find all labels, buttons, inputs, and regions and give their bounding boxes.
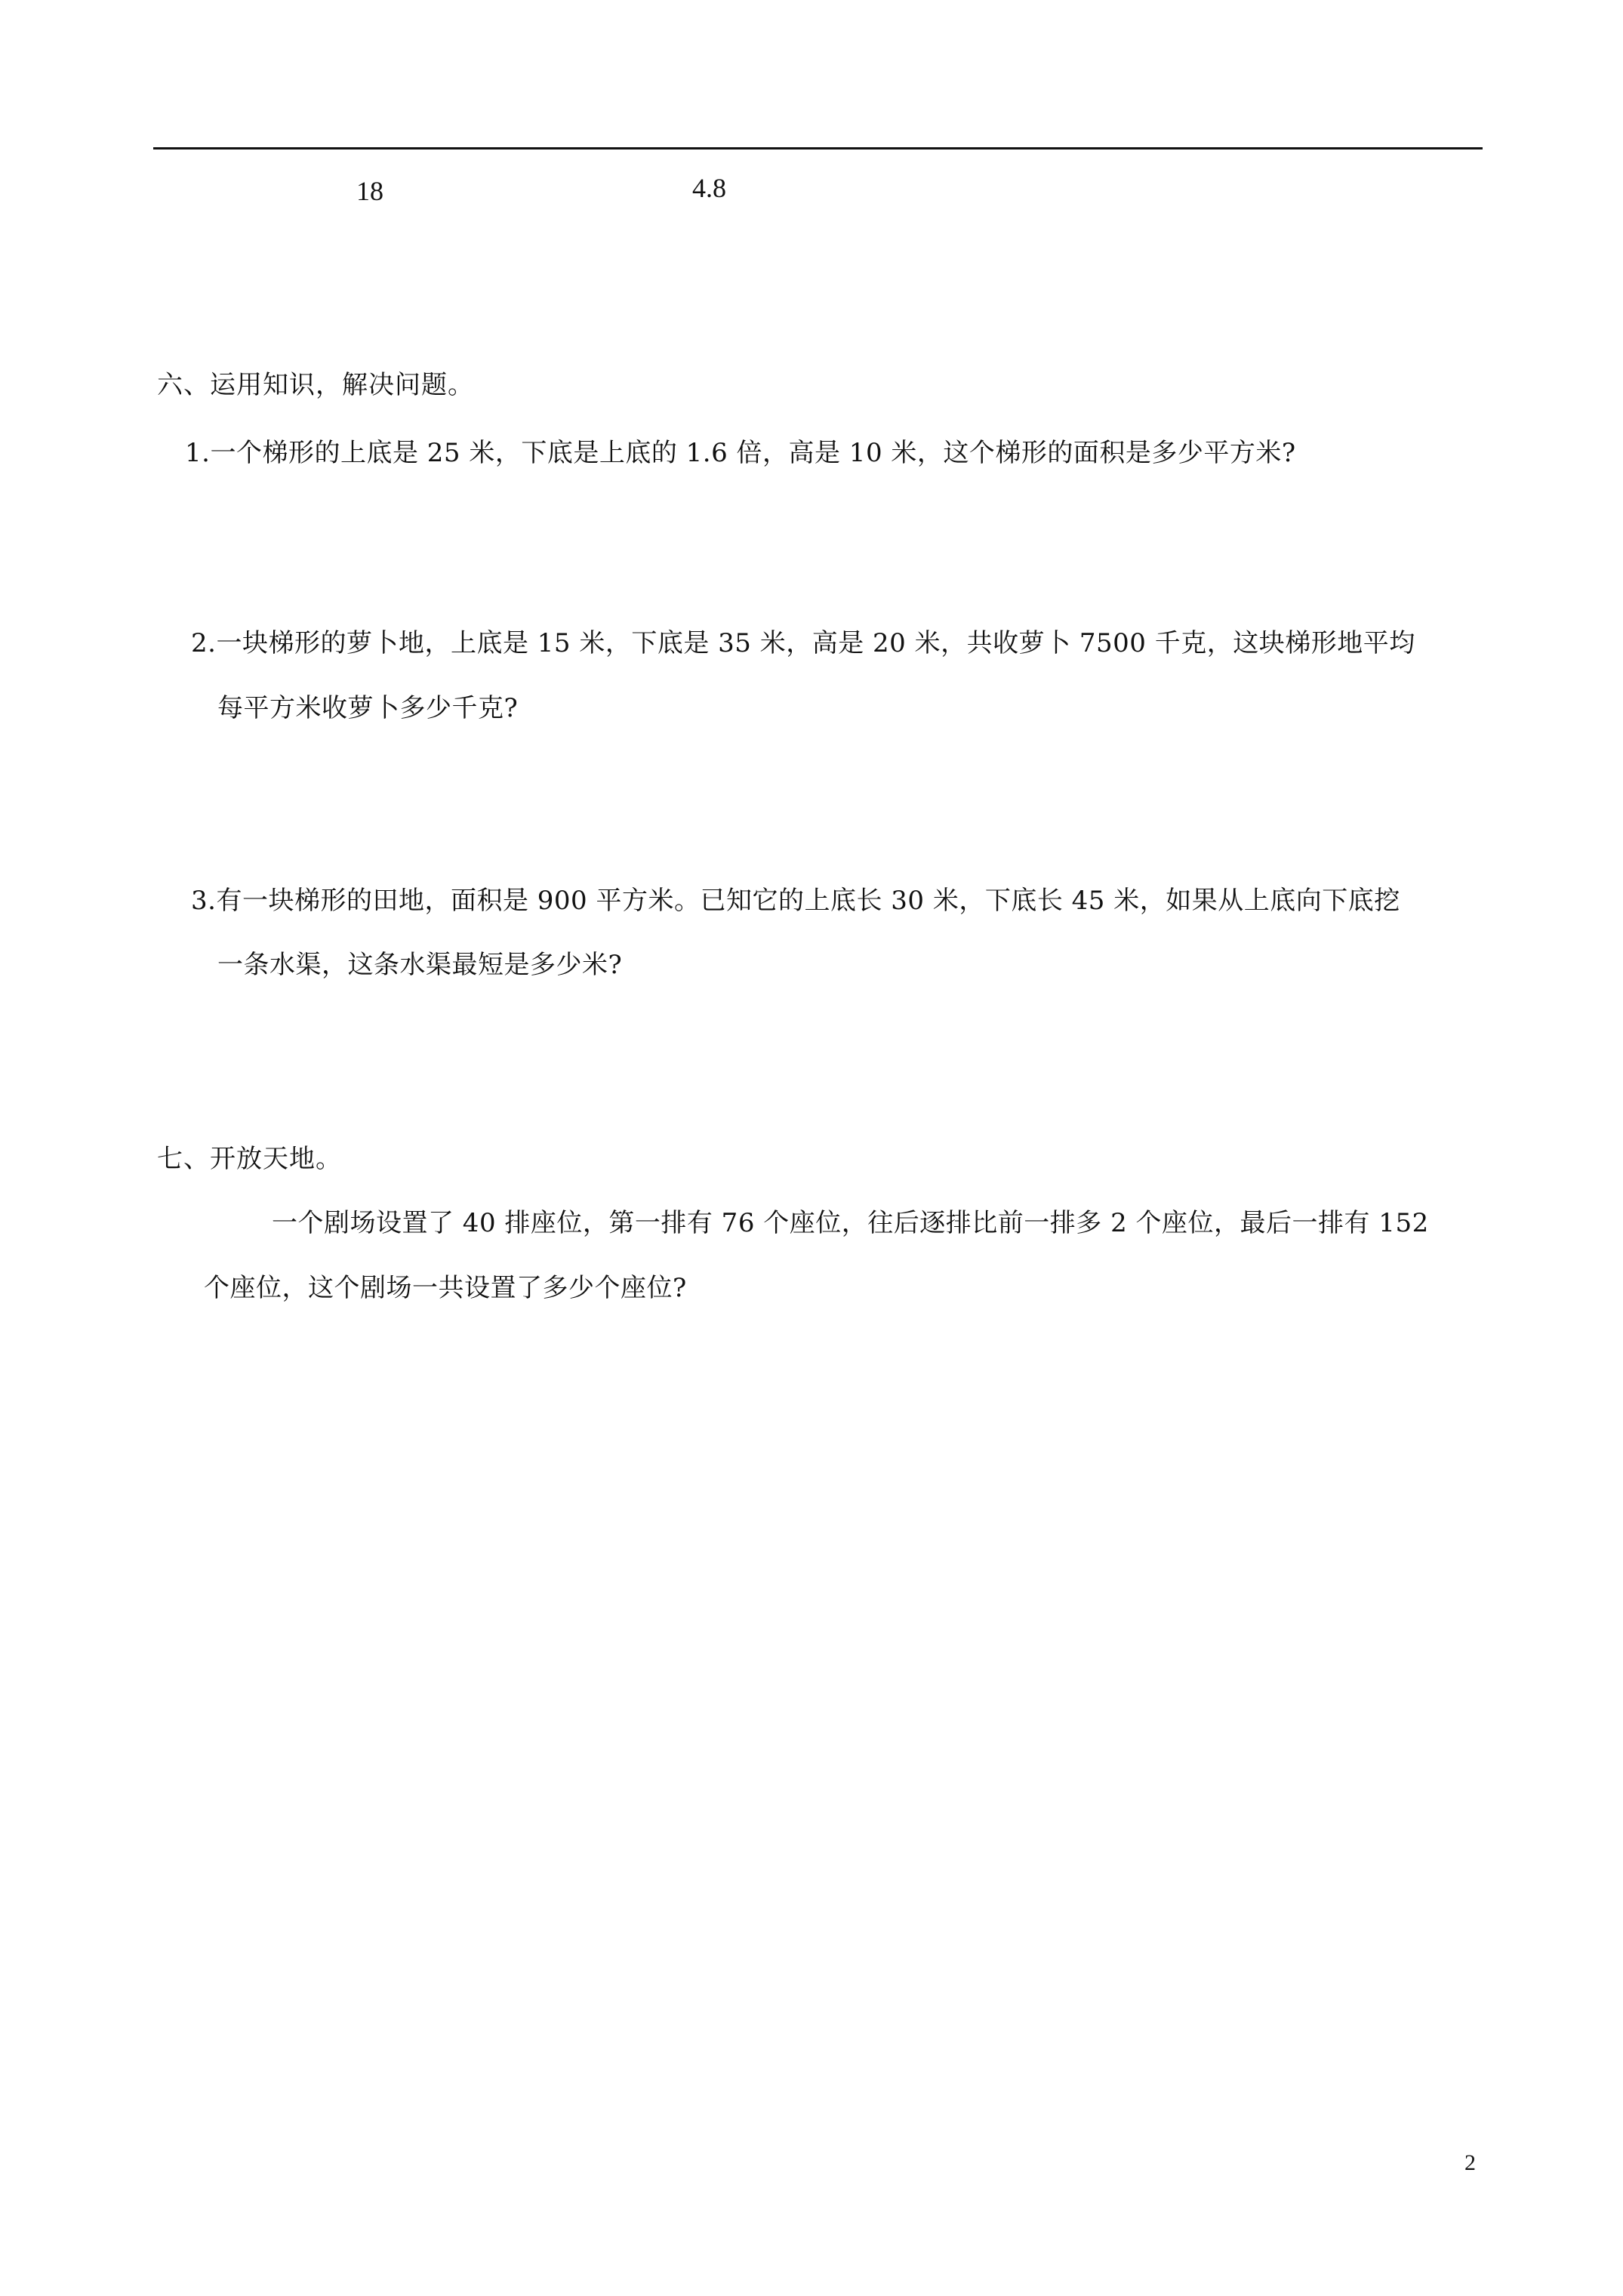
question-3-line-1: 3.有一块梯形的田地，面积是 900 平方米。已知它的上底长 30 米，下底长 45 米，如果从上底向下底挖 xyxy=(191,886,1400,916)
question-1: 1.一个梯形的上底是 25 米，下底是上底的 1.6 倍，高是 10 米，这个梯形的面积是多少平方米? xyxy=(185,438,1296,468)
question-2-line-2: 每平方米收萝卜多少千克? xyxy=(217,693,519,723)
figure-label-4-8: 4.8 xyxy=(692,173,726,203)
figure-label-18: 18 xyxy=(356,176,383,206)
question-3-line-2: 一条水渠，这条水渠最短是多少米? xyxy=(217,950,623,980)
section-7-paragraph-line-2: 个座位，这个剧场一共设置了多少个座位? xyxy=(204,1273,687,1303)
question-2-line-1: 2.一块梯形的萝卜地，上底是 15 米，下底是 35 米，高是 20 米，共收萝卜 7500 千克，这块梯形地平均 xyxy=(191,628,1415,658)
page-number: 2 xyxy=(1464,2150,1476,2175)
section-7-title: 七、开放天地。 xyxy=(157,1144,342,1174)
section-6-title: 六、运用知识，解决问题。 xyxy=(157,370,474,400)
section-7-paragraph-line-1: 一个剧场设置了 40 排座位，第一排有 76 个座位，往后逐排比前一排多 2 个座位，最后一排有 152 xyxy=(272,1208,1429,1238)
top-divider-line xyxy=(153,147,1483,149)
